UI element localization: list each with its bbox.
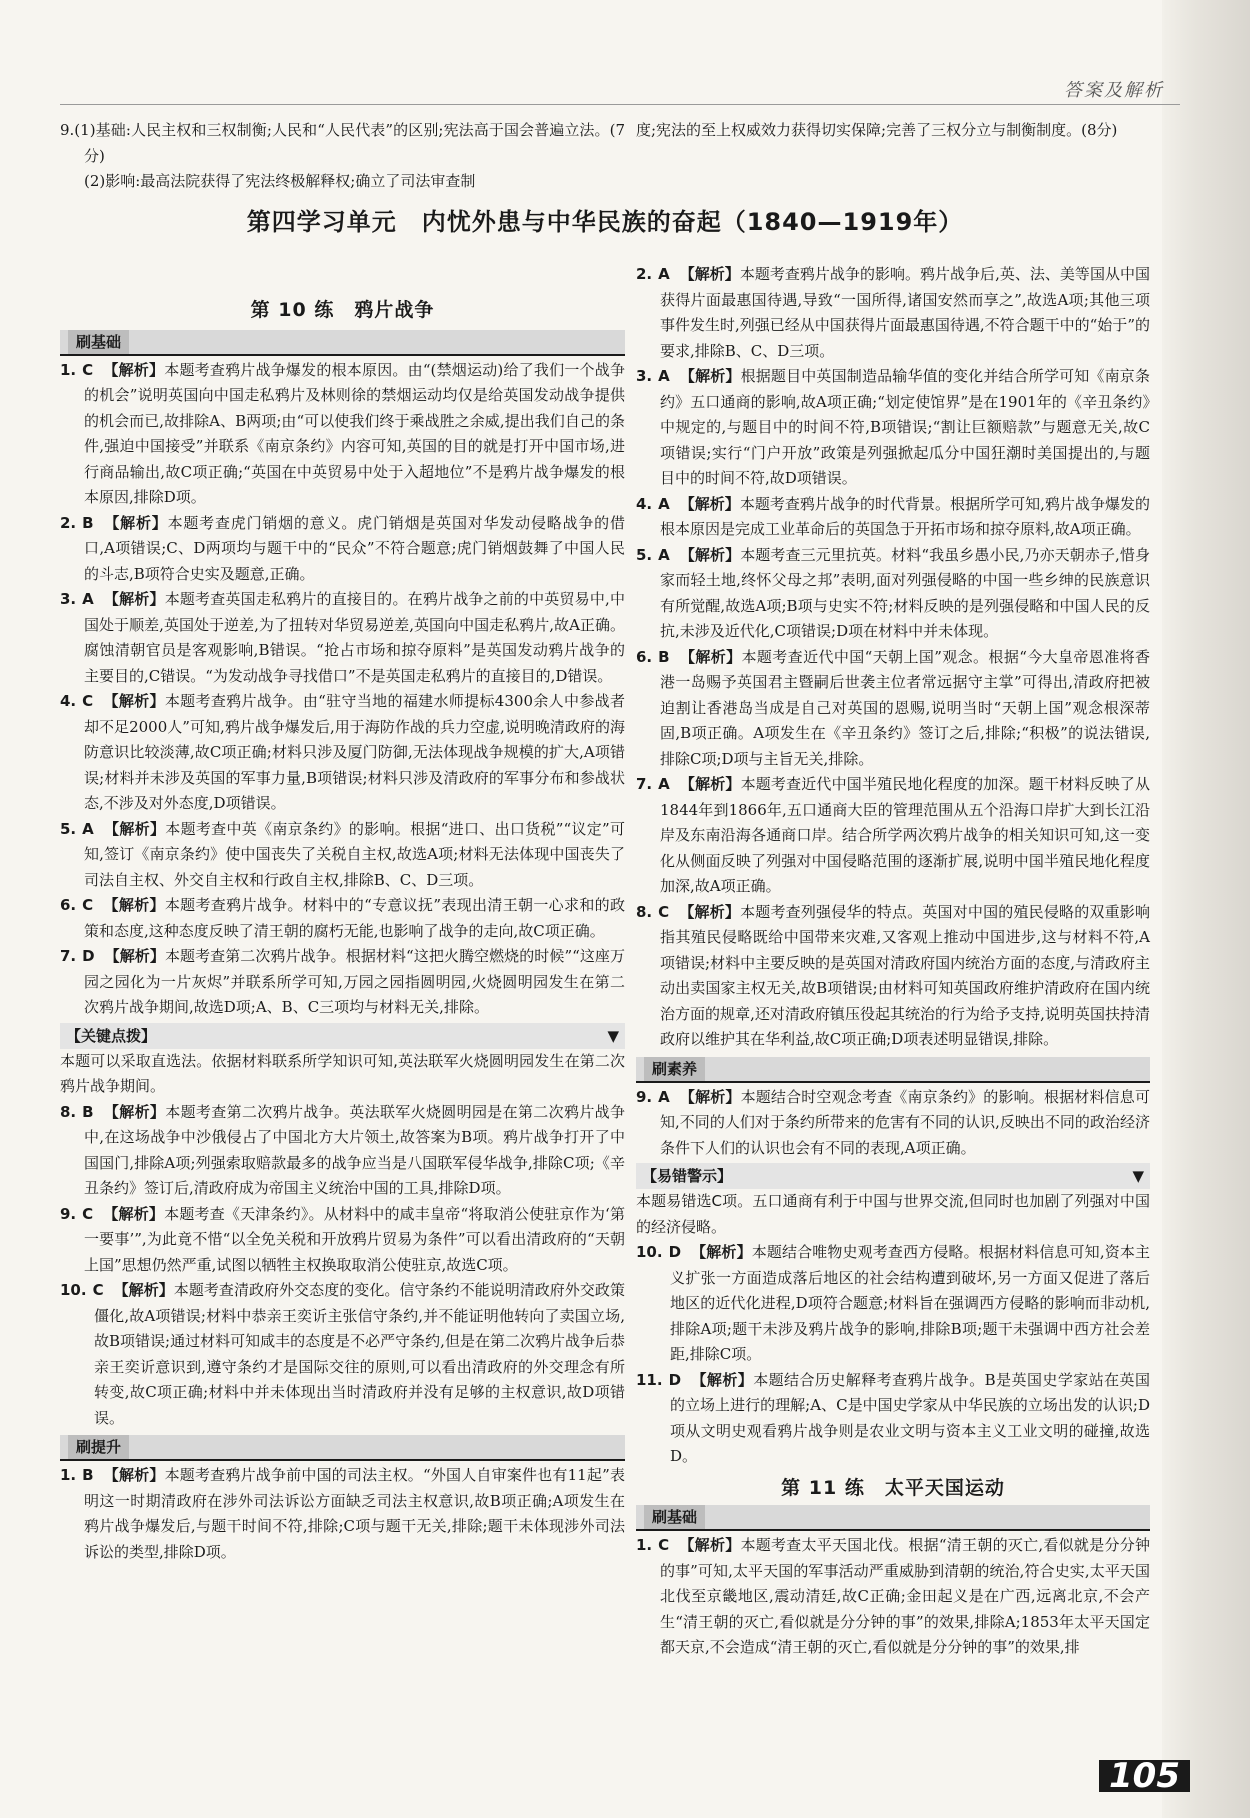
analysis-tag: 【解析】 [679,647,742,666]
answer-number: 7. [60,947,77,965]
answer-letter: B [82,1466,94,1484]
answer-letter: B [82,1102,94,1121]
answer-letter: A [658,775,670,793]
analysis-text: 本题考查鸦片战争。材料中的“专意议抚”表现出清王朝一心求和的政策和态度,这种态度反映了清王朝的腐朽无能,也影响了战争的走向,故C项正确。 [84,896,625,940]
analysis-tag: 【解析】 [103,360,165,379]
analysis-text: 本题结合唯物史观考查西方侵略。根据材料信息可知,资本主义扩张一方面造成落后地区的社会结构遭到破坏,另一方面又促进了落后地区的近代化进程,D项符合题意;材料旨在强调西方侵略的影响而非动机,排除A项;题干未涉及鸦片战争的影响,排除B项;题干未强调中西方社会差距,排除C项。 [670,1243,1150,1363]
answer-letter: C [82,896,94,914]
analysis-text: 本题考查鸦片战争的影响。鸦片战争后,英、法、美等国从中国获得片面最惠国待遇,导致“一国所得,诸国安然而享之”,故选A项;其他三项事件发生时,列强已经从中国获得片面最惠国待遇,不符合题干中的“始于”的要求,排除B、C、D三项。 [660,265,1150,360]
analysis-text: 本题考查《天津条约》。从材料中的咸丰皇帝“将取消公使驻京作为‘第一要事’”,为此竟不惜“以全免关税和开放鸦片贸易为条件”可以看出清政府的“天朝上国”思想仍然严重,试图以牺牲主权换取取消公使驻京,故选C项。 [84,1204,625,1274]
answer-item [636,262,1150,364]
analysis-text: 本题考查英国走私鸦片的直接目的。在鸦片战争之前的中英贸易中,中国处于顺差,英国处于逆差,为了扭转对华贸易逆差,英国向中国走私鸦片,故A正确。腐蚀清朝官员是客观影响,B错误。“抢占市场和掠夺原料”是英国发动鸦片战争的主要目的,C错误。“为发动战争寻找借口”不是英国走私鸦片的直接目的,D错误。 [84,590,625,685]
answer-number: 10. [636,1243,663,1261]
tip-common-mistake: 【易错警示】 ▼ [636,1163,1150,1189]
answer-number: 2. [60,513,77,532]
analysis-tag: 【解析】 [104,947,165,965]
top-q9-part1: 9.(1)基础:人民主权和三权制衡;人民和“人民代表”的区别;宪法高于国会普遍立法。(7分) [60,121,625,165]
analysis-text: 本题考查第二次鸦片战争。英法联军火烧圆明园是在第二次鸦片战争中,在这场战争中沙俄侵占了中国北方大片领土,故答案为B项。鸦片战争打开了中国国门,排除A项;列强索取赔款最多的战争应当是八国联军侵华战争,排除C项;《辛丑条约》签订后,清政府成为帝国主义统治中国的工具,排除D项。 [84,1102,625,1197]
answer-letter: D [668,1243,682,1261]
section-basic: 刷基础 [60,330,625,356]
answer-number: 1. [636,1536,653,1554]
answer-letter: A [658,367,670,385]
right-column [636,262,1150,1661]
analysis-text: 本题结合时空观念考查《南京条约》的影响。根据材料信息可知,不同的人们对于条约所带来的危害有不同的认识,反映出不同的政治经济条件下人们的认识也会有不同的表现,A项正确。 [660,1087,1150,1157]
answer-number: 3. [636,367,653,385]
answer-item [60,689,625,817]
answer-number: 6. [636,647,653,666]
answer-letter: A [82,819,94,838]
analysis-text: 本题结合历史解释考查鸦片战争。B是英国史学家站在英国的立场上进行的理解;A、C是中国史学家从中华民族的立场出发的认识;D项从文明史观看鸦片战争则是农业文明与资本主义工业文明的碰撞,故选D。 [670,1370,1150,1465]
answer-number: 6. [60,896,77,914]
analysis-text: 本题考查鸦片战争。由“驻守当地的福建水师提标4300余人中参战者却不足2000人”可知,鸦片战争爆发后,用于海防作战的兵力空虚,说明晚清政府的海防意识比较淡薄,故C项正确;材料只涉及厦门防御,无法体现战争规模的扩大,A项错误;材料并未涉及英国的军事力量,B项错误;材料只涉及清政府的军事分布和参战状态,不涉及对外态度,D项错误。 [84,692,625,812]
analysis-tag: 【解析】 [679,367,741,385]
answer-item [60,817,625,894]
analysis-text: 本题考查三元里抗英。材料“我虽乡愚小民,乃亦天朝赤子,惜身家而轻土地,终怀父母之邦”表明,面对列强侵略的中国一些乡绅的民族意识有所觉醒,故选A项;B项与史实不符;材料反映的是列强侵略和中国人民的反抗,未涉及近代化,C项错误;D项在材料中并未体现。 [660,545,1150,640]
answer-number: 8. [60,1102,77,1121]
analysis-tag: 【解析】 [103,1466,165,1484]
answer-letter: B [658,647,670,666]
answer-letter: C [92,1281,104,1299]
answer-number: 9. [636,1087,653,1106]
answer-item [636,543,1150,645]
lesson-11-title: 第 11 练 太平天国运动 [781,1476,1005,1499]
answer-letter: C [658,902,670,921]
analysis-tag: 【解析】 [679,902,741,921]
section-advance: 刷提升 [60,1435,625,1461]
analysis-text: 本题考查虎门销烟的意义。虎门销烟是英国对华发动侵略战争的借口,A项错误;C、D两项均与题干中的“民众”不符合题意;虎门销烟鼓舞了中国人民的斗志,B项符合史实及题意,正确。 [84,513,625,583]
analysis-text: 本题考查清政府外交态度的变化。信守条约不能说明清政府外交政策僵化,故A项错误;材料中恭亲王奕䜣主张信守条约,并不能证明他转向了卖国立场,故B项错误;通过材料可知咸丰的态度是不必严守条约,但是在第二次鸦片战争后恭亲王奕䜣意识到,遵守条约才是国际交往的原则,可以看出清政府的外交理念有所转变,故C项正确;材料中并未体现出当时清政府并没有足够的主权意识,故D项错误。 [94,1281,625,1427]
answer-item [636,492,1150,543]
analysis-text: 本题考查第二次鸦片战争。根据材料“这把火腾空燃烧的时候”“这座万园之园化为一片灰烬”并联系所学可知,万园之园指圆明园,火烧圆明园发生在第二次鸦片战争期间,故选D项;A、B、C三项均与材料无关,排除。 [84,947,625,1016]
answer-number: 3. [60,590,77,608]
answer-item [60,1202,625,1279]
answer-number: 7. [636,775,653,793]
analysis-text: 本题考查近代中国“天朝上国”观念。根据“今大皇帝恩准将香港一岛赐予英国君主暨嗣后世袭主位者常远据守主掌”可得出,清政府把被迫割让香港岛当成是自己对英国的恩赐,说明当时“天朝上国”观念根深蒂固,B项正确。A项发生在《辛丑条约》签订之后,排除;“积极”的说法错误,排除C项;D项与主旨无关,排除。 [660,647,1150,768]
answer-letter: A [658,1087,670,1106]
answer-item [636,1533,1150,1661]
answer-item [636,1240,1150,1368]
analysis-tag: 【解析】 [679,494,740,513]
lesson-10-title: 第 10 练 鸦片战争 [250,299,435,321]
answer-number: 2. [636,265,653,283]
answer-number: 11. [636,1370,663,1389]
answer-number: 4. [60,692,77,710]
answer-letter: B [82,513,94,532]
answer-number: 10. [60,1281,87,1299]
analysis-text: 根据题目中英国制造品输华值的变化并结合所学可知《南京条约》五口通商的影响,故A项正确;“划定使馆界”是在1901年的《辛丑条约》中规定的,与题目中的时间不符,B项错误;“割让巨额赔款”与题意无关,故C项错误;实行“门户开放”政策是列强掀起瓜分中国狂潮时美国提出的,与题目中的时间不符,故D项错误。 [660,367,1150,487]
top-right-block [636,118,1150,144]
answer-item [60,944,625,1021]
answer-item [60,358,625,511]
answer-number: 8. [636,902,653,921]
answer-item [636,772,1150,900]
top-q9-part2: (2)影响:最高法院获得了宪法终极解释权;确立了司法审查制 [84,172,476,190]
lesson-10-advance-items [60,1463,625,1565]
answer-letter: D [668,1370,682,1389]
analysis-tag: 【解析】 [103,1102,166,1121]
answer-number: 1. [60,1466,77,1484]
answer-letter: C [82,692,94,710]
answer-item [636,1368,1150,1470]
unit-title: 第四学习单元 内忧外患与中华民族的奋起（1840—1919年） [246,208,964,236]
analysis-tag: 【解析】 [679,775,741,793]
top-q9-continued: 度;宪法的至上权威效力获得切实保障;完善了三权分立与制衡制度。(8分) [636,121,1118,139]
answer-number: 9. [60,1204,77,1223]
answer-item [636,645,1150,773]
tip-key-point: 【关键点拨】 ▼ [60,1023,625,1049]
analysis-tag: 【解析】 [679,1536,741,1554]
analysis-tag: 【解析】 [103,590,165,608]
header-rule [60,104,1180,105]
page-edge [1162,0,1250,1818]
analysis-text: 本题考查鸦片战争前中国的司法主权。“外国人自审案件也有11起”表明这一时期清政府在涉外司法诉讼方面缺乏司法主权意识,故B项正确;A项发生在鸦片战争爆发后,与题干时间不符,排除;C项与题干无关,排除;题干未体现涉外司法诉讼的类型,排除D项。 [84,1466,625,1561]
analysis-tag: 【解析】 [103,692,165,710]
answer-letter: C [82,360,94,379]
section-basic-11: 刷基础 [636,1505,1150,1531]
page-number: 105 [1099,1760,1190,1792]
analysis-tag: 【解析】 [691,1370,754,1389]
answer-letter: C [658,1536,670,1554]
analysis-tag: 【解析】 [691,1243,752,1261]
answer-letter: C [82,1204,94,1223]
analysis-text: 本题考查列强侵华的特点。英国对中国的殖民侵略的双重影响指其殖民侵略既给中国带来灾难,又客观上推动中国进步,这与材料不符,A项错误;材料中主要反映的是英国对清政府国内统治方面的态度,与清政府主动出卖国家主权无关,故B项错误;由材料可知英国政府维护清政府在国内统治方面的规章,还对清政府镇压役起其统治的行为给予支持,说明英国扶持清政府以维护其在华利益,故C项正确;D项表述明显错误,排除。 [660,902,1150,1048]
answer-item [60,1278,625,1431]
left-column [60,298,625,1565]
header-tag: 答案及解析 [1064,80,1164,101]
analysis-text: 本题考查中英《南京条约》的影响。根据“进口、出口货税”“议定”可知,签订《南京条约》使中国丧失了关税自主权,故选A项;材料无法体现中国丧失了司法自主权、外交自主权和行政自主权,排除B、C、D三项。 [84,819,625,889]
analysis-tag: 【解析】 [103,1204,165,1223]
analysis-tag: 【解析】 [103,896,165,914]
lesson-10-basic-items-2 [60,1100,625,1432]
answer-letter: A [658,494,670,513]
lesson-10-basic-items [60,358,625,1021]
answer-item [636,900,1150,1053]
analysis-text: 本题考查鸦片战争爆发的根本原因。由“(禁烟运动)给了我们一个战争的机会”说明英国向中国走私鸦片及林则徐的禁烟运动均仅是给英国发动战争提供的机会而已,故排除A、B两项;由“可以使我们终于乘战胜之余威,提出我们自己的条件,强迫中国接受”并联系《南京条约》内容可知,英国的目的就是打开中国市场,进行商品输出,故C项正确;“英国在中英贸易中处于入超地位”不是鸦片战争爆发的根本原因,排除D项。 [84,360,625,506]
answer-item [60,1100,625,1202]
answer-number: 4. [636,494,653,513]
lesson-10-advance-items-right [636,262,1150,1053]
top-left-block [60,118,625,195]
answer-letter: A [658,265,670,283]
answer-item [60,893,625,944]
section-quality: 刷素养 [636,1057,1150,1083]
lesson-10-quality-items [636,1085,1150,1162]
answer-item [636,1085,1150,1162]
answer-item [60,1463,625,1565]
tip-common-mistake-text: 本题易错选C项。五口通商有利于中国与世界交流,但同时也加剧了列强对中国的经济侵略。 [636,1192,1150,1236]
answer-number: 5. [636,545,653,564]
analysis-tag: 【解析】 [113,1281,174,1299]
answer-item [60,511,625,588]
answer-letter: A [82,590,94,608]
analysis-text: 本题考查鸦片战争的时代背景。根据所学可知,鸦片战争爆发的根本原因是完成工业革命后的英国急于开拓市场和掠夺原料,故A项正确。 [660,494,1150,538]
analysis-tag: 【解析】 [103,819,166,838]
lesson-11-basic-items [636,1533,1150,1661]
tip-key-point-text: 本题可以采取直选法。依据材料联系所学知识可知,英法联军火烧圆明园发生在第二次鸦片战争期间。 [60,1051,625,1095]
answer-letter: A [658,545,670,564]
analysis-tag: 【解析】 [679,265,740,283]
analysis-tag: 【解析】 [103,513,168,532]
lesson-10-quality-items-2 [636,1240,1150,1470]
analysis-tag: 【解析】 [679,1087,741,1106]
analysis-text: 本题考查近代中国半殖民地化程度的加深。题干材料反映了从1844年到1866年,五口通商大臣的管理范围从五个沿海口岸扩大到长江沿岸及东南沿海各通商口岸。结合所学两次鸦片战争的相关知识可知,这一变化从侧面反映了列强对中国侵略范围的逐渐扩展,说明中国半殖民地化程度加深,故A项正确。 [660,775,1150,895]
answer-number: 5. [60,819,77,838]
analysis-tag: 【解析】 [679,545,741,564]
answer-number: 1. [60,360,77,379]
analysis-text: 本题考查太平天国北伐。根据“清王朝的灭亡,看似就是分分钟的事”可知,太平天国的军事活动严重威胁到清朝的统治,符合史实,太平天国北伐至京畿地区,震动清廷,故C正确;金田起义是在广西,远离北京,不会产生“清王朝的灭亡,看似就是分分钟的事”的效果,排除A;1853年太平天国定都天京,不会造成“清王朝的灭亡,看似就是分分钟的事”的效果,排 [660,1536,1150,1656]
answer-item [60,587,625,689]
answer-item [636,364,1150,492]
answer-letter: D [82,947,95,965]
